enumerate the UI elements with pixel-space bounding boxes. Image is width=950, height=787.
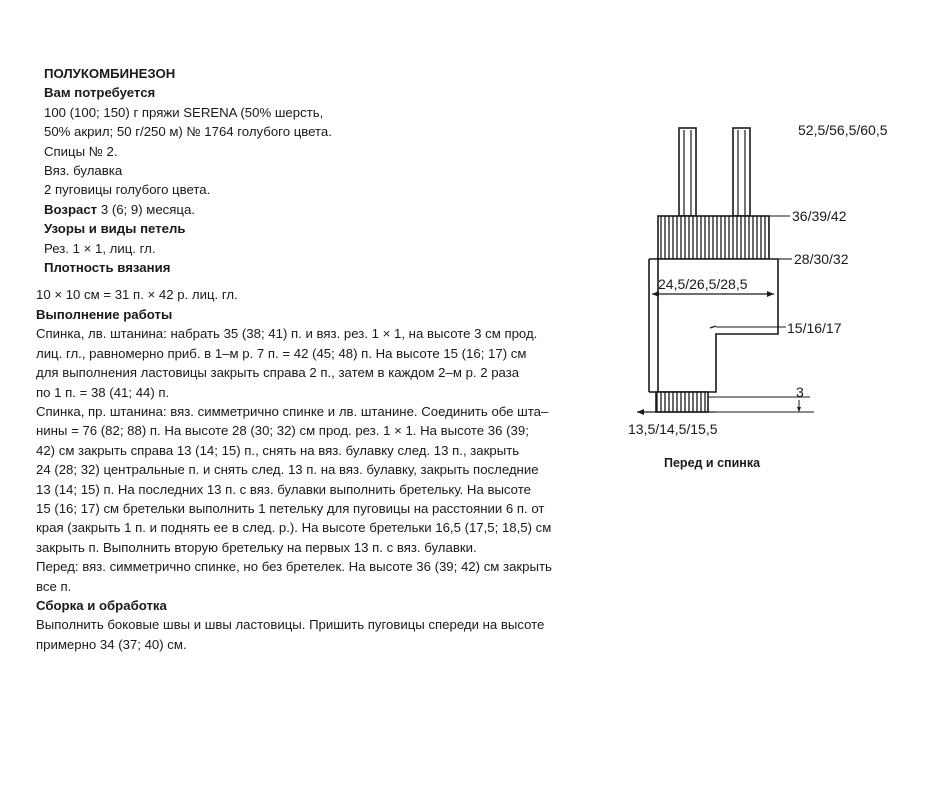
age-line [44,200,596,219]
materials-line: 100 (100; 150) г пряжи SERENA (50% шерсть, [44,104,324,120]
width-label: 24,5/26,5/28,5 [658,276,748,292]
cuff-height-label: 3 [796,384,804,400]
work-line: 13 (14; 15) п. На последних 13 п. с вяз. булавки выполнить бретельку. На высоте [36,481,531,497]
work-line: все п. [36,578,72,594]
leg-width-label: 13,5/14,5/15,5 [628,421,718,437]
pattern-text [36,64,596,654]
work-heading: Выполнение работы [36,306,173,322]
materials-line: Вяз. булавка [44,163,123,179]
top-ribbing [658,216,769,259]
rib-start-height-label: 28/30/32 [794,251,849,267]
materials-line: 50% акрил; 50 г/250 м) № 1764 голубого цвета. [44,124,332,140]
work-line: по 1 п. = 38 (41; 44) п. [36,384,170,400]
materials-line: 2 пуговицы голубого цвета. [44,182,211,198]
work-line: для выполнения ластовицы закрыть справа 2 п., затем в каждом 2–м р. 2 раза [36,365,520,381]
strap-right [733,128,750,216]
strap-left [679,128,696,216]
work-line: 42) см закрыть справа 13 (14; 15) п., снять на вяз. булавку след. 13 п., закрыть [36,442,520,458]
assembly-heading: Сборка и обработка [36,597,167,613]
work-line: Спинка, пр. штанина: вяз. симметрично спинке и лв. штанине. Соединить обе шта– [36,403,549,419]
density-heading: Плотность вязания [44,260,171,276]
strap-length-label: 52,5/56,5/60,5 [798,122,888,138]
work-line: закрыть п. Выполнить вторую бретельку на первых 13 п. с вяз. булавки. [36,539,477,555]
work-line: лиц. гл., равномерно приб. в 1–м р. 7 п. = 42 (45; 48) п. На высоте 15 (16; 17) см [36,345,527,361]
crotch-height-label: 15/16/17 [787,320,842,336]
total-height-label: 36/39/42 [792,208,847,224]
age-label: Возраст [44,201,98,217]
pattern-schematic [600,100,940,480]
work-line: 15 (16; 17) см бретельки выполнить 1 петельку для пуговицы на расстоянии 6 п. от [36,500,545,516]
schematic-caption: Перед и спинка [664,456,761,470]
work-line: Спинка, лв. штанина: набрать 35 (38; 41) п. и вяз. рез. 1 × 1, на высоте 3 см прод. [36,326,538,342]
work-line: 24 (28; 32) центральные п. и снять след. 13 п. на вяз. булавку, закрыть последние [36,462,539,478]
patterns-line: Рез. 1 × 1, лиц. гл. [44,240,156,256]
work-line: нины = 76 (82; 88) п. На высоте 28 (30; 32) см прод. рез. 1 × 1. На высоте 36 (39; [36,423,529,439]
assembly-line: Выполнить боковые швы и швы ластовицы. Пришить пуговицы спереди на высоте [36,617,545,633]
materials-line: Спицы № 2. [44,143,118,159]
density-line: 10 × 10 см = 31 п. × 42 р. лиц. гл. [36,287,238,303]
work-line: Перед: вяз. симметрично спинке, но без бретелек. На высоте 36 (39; 42) см закрыть [36,559,552,575]
work-line: края (закрыть 1 п. и поднять ее в след. р.). На высоте бретельки 16,5 (17,5; 18,5) см [36,520,552,536]
patterns-heading: Узоры и виды петель [44,221,186,237]
document-title: ПОЛУКОМБИНЕЗОН [44,66,176,81]
materials-heading: Вам потребуется [44,85,156,101]
age-value: 3 (6; 9) месяца. [97,201,195,217]
leg-cuff [656,392,708,412]
assembly-line: примерно 34 (37; 40) см. [36,636,187,652]
